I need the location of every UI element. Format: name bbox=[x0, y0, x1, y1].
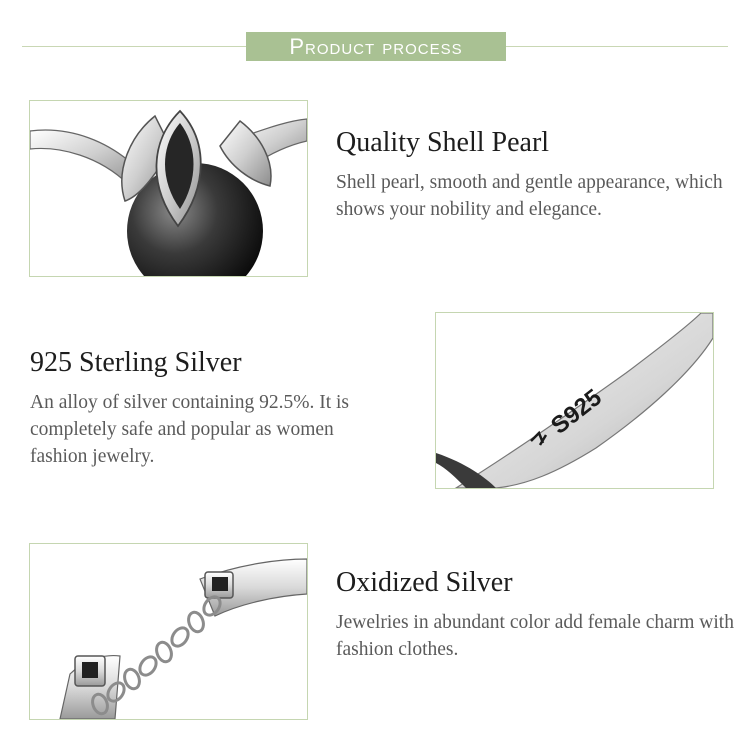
section-header: Product process bbox=[246, 32, 506, 61]
header-divider-left bbox=[22, 46, 247, 47]
section-title-oxidized: Oxidized Silver bbox=[336, 567, 513, 598]
s925-stamp: S925 bbox=[546, 383, 607, 440]
section-title-silver: 925 Sterling Silver bbox=[30, 347, 242, 378]
pearl-photo bbox=[29, 100, 308, 277]
silver-band-photo bbox=[435, 312, 714, 489]
section-description-oxidized: Jewelries in abundant color add female charm with fashion clothes. bbox=[336, 612, 734, 660]
oxidized-chain-photo bbox=[29, 543, 308, 720]
section-description-silver: An alloy of silver containing 92.5%. It is completely safe and popular as women fashion jewelry. bbox=[30, 392, 349, 467]
section-title-pearl: Quality Shell Pearl bbox=[336, 127, 550, 158]
header-divider-right bbox=[506, 46, 728, 47]
section-description-pearl: Shell pearl, smooth and gentle appearance, which shows your nobility and elegance. bbox=[336, 172, 723, 220]
